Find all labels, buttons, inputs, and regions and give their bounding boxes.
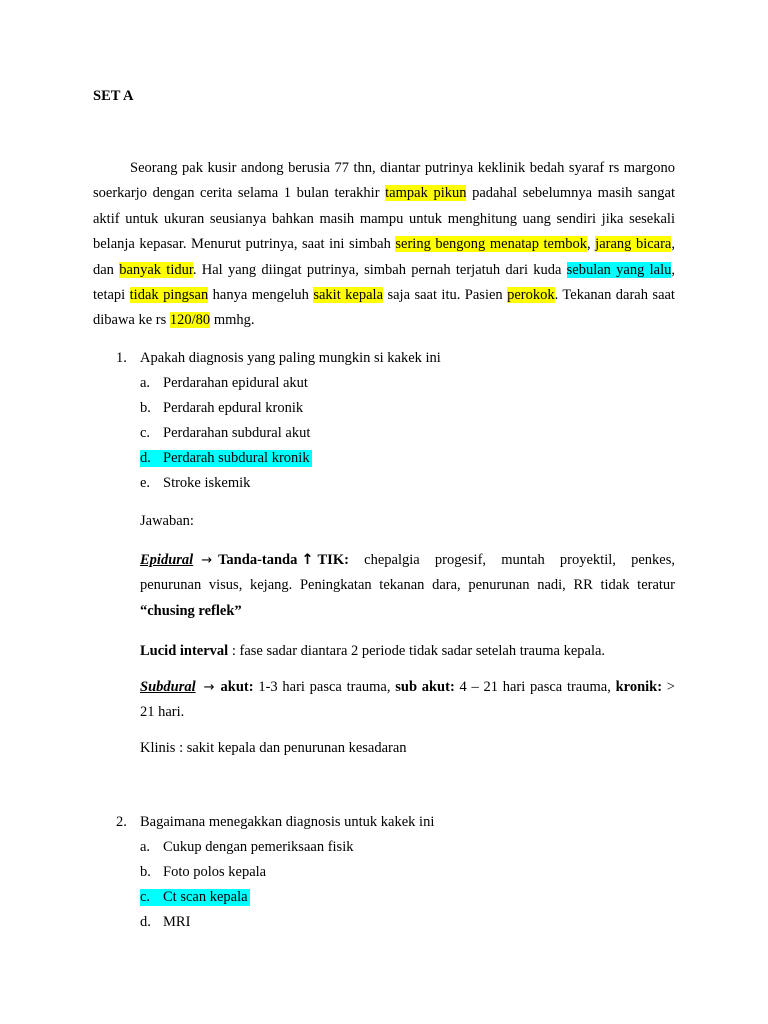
option-letter: d. bbox=[140, 914, 151, 930]
lucid-label: Lucid interval bbox=[140, 643, 229, 659]
case-text-12: hanya mengeluh bbox=[208, 287, 314, 304]
case-text-6: , dan bbox=[93, 236, 675, 278]
case-paragraph bbox=[93, 156, 675, 334]
subakut-label: sub akut: bbox=[395, 679, 455, 695]
question-number: 1. bbox=[116, 350, 127, 366]
case-text-4: , bbox=[587, 236, 596, 253]
option-text: Stroke iskemik bbox=[163, 475, 251, 491]
epidural-explanation bbox=[140, 548, 675, 624]
lucid-text: : fase sadar diantara 2 periode tidak sadar setelah trauma kepala. bbox=[228, 643, 606, 659]
case-text-0: Seorang pak kusir andong berusia 77 thn, diantar putrinya keklinik bedah syaraf rs margono soerkarjo dengan cerita selama 1 bulan terakhir bbox=[93, 160, 675, 202]
option-text: Ct scan kepala bbox=[163, 889, 248, 905]
right-arrow-icon: → bbox=[203, 680, 215, 695]
option-text: Perdarahan epidural akut bbox=[163, 375, 308, 391]
case-text-14: saja saat itu. Pasien bbox=[383, 287, 508, 304]
case-text-16: . Tekanan darah saat dibawa ke rs bbox=[93, 287, 675, 329]
option-letter: a. bbox=[140, 375, 151, 391]
subdural-explanation bbox=[140, 675, 675, 726]
option-letter: c. bbox=[140, 425, 151, 441]
kronik-text: > 21 hari. bbox=[140, 679, 675, 721]
subdural-term: Subdural bbox=[140, 679, 196, 695]
option-letter: b. bbox=[140, 864, 151, 880]
answer-label: Jawaban: bbox=[140, 513, 194, 529]
epidural-text: chepalgia progesif, muntah proyektil, penkes, penurunan visus, kejang. Peningkatan tekanan dara, penurunan nadi, RR tidak teratur bbox=[140, 552, 675, 594]
highlight-jarang-bicara: jarang bicara bbox=[595, 236, 672, 253]
option-letter: d. bbox=[140, 450, 151, 466]
q2-option-a bbox=[140, 839, 353, 856]
highlight-sebulan-yang-lalu: sebulan yang lalu bbox=[566, 261, 672, 278]
highlight-sakit-kepala: sakit kepala bbox=[313, 287, 384, 304]
option-text: Perdarah subdural kronik bbox=[163, 450, 310, 466]
q1-option-b bbox=[140, 400, 303, 417]
subakut-text: 4 – 21 hari pasca trauma, bbox=[454, 679, 616, 695]
option-letter: e. bbox=[140, 475, 151, 491]
highlight-tidak-pingsan: tidak pingsan bbox=[129, 287, 209, 304]
q1-option-c bbox=[140, 425, 310, 442]
case-text-8: . Hal yang diingat putrinya, simbah pernah terjatuh dari kuda bbox=[192, 261, 567, 278]
epidural-term: Epidural bbox=[140, 552, 194, 568]
chusing-reflek: “chusing reflek” bbox=[140, 602, 242, 619]
kronik-label: kronik: bbox=[615, 679, 663, 695]
option-text: Foto polos kepala bbox=[163, 864, 267, 880]
option-letter: b. bbox=[140, 400, 151, 416]
highlight-tekanan-darah: 120/80 bbox=[169, 312, 211, 329]
akut-text: 1-3 hari pasca trauma, bbox=[253, 679, 396, 695]
tanda-label: Tanda-tanda bbox=[218, 552, 298, 568]
q2-option-b bbox=[140, 864, 266, 881]
option-letter: a. bbox=[140, 839, 151, 855]
highlight-sering-bengong: sering bengong menatap tembok bbox=[395, 236, 587, 253]
case-text-10: , tetapi bbox=[93, 261, 675, 304]
option-letter: c. bbox=[140, 889, 151, 905]
q1-option-d-correct bbox=[140, 450, 312, 467]
question-number: 2. bbox=[116, 814, 127, 830]
question-text: Apakah diagnosis yang paling mungkin si kakek ini bbox=[140, 350, 441, 366]
lucid-interval bbox=[140, 639, 675, 664]
q1-option-e bbox=[140, 475, 250, 492]
klinis-text: Klinis : sakit kepala dan penurunan kesadaran bbox=[140, 740, 407, 756]
option-text: Perdarah epdural kronik bbox=[163, 400, 304, 416]
option-text: MRI bbox=[163, 914, 191, 930]
option-text: Perdarahan subdural akut bbox=[163, 425, 311, 441]
highlight-tampak-pikun: tampak pikun bbox=[385, 185, 467, 202]
q2-option-d bbox=[140, 914, 190, 931]
highlight-perokok: perokok bbox=[507, 287, 555, 304]
question-text: Bagaimana menegakkan diagnosis untuk kakek ini bbox=[140, 814, 435, 830]
akut-label: akut: bbox=[220, 679, 254, 695]
right-arrow-icon: → bbox=[201, 553, 213, 568]
q1-option-a bbox=[140, 375, 308, 392]
case-text-18: mmhg. bbox=[210, 312, 255, 329]
q2-option-c-correct bbox=[140, 889, 250, 906]
tik-label: TIK: bbox=[317, 552, 349, 568]
up-arrow-icon: ↑ bbox=[301, 552, 314, 568]
set-title: SET A bbox=[93, 88, 134, 104]
option-text: Cukup dengan pemeriksaan fisik bbox=[163, 839, 354, 855]
highlight-banyak-tidur: banyak tidur bbox=[119, 261, 193, 278]
case-text-2: padahal sebelumnya masih sangat aktif untuk ukuran seusianya bahkan masih mampu untuk menghitung uang sendiri jika sesekali belanja kepasar. Menurut putrinya, saat ini simbah bbox=[93, 185, 675, 253]
